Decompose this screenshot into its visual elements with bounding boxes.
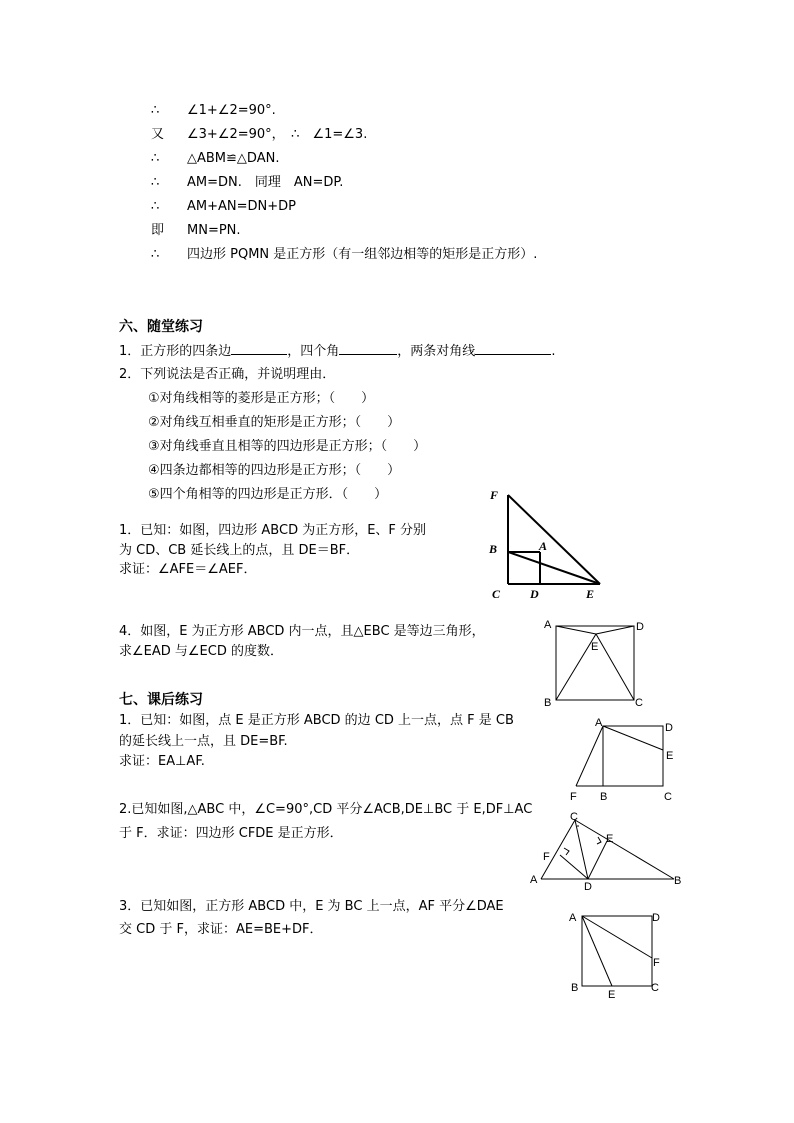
point-label-E: E <box>586 587 595 601</box>
point-label-E: E <box>608 989 616 1001</box>
point-label-D: D <box>530 587 539 601</box>
question-text: ，两条对角线 <box>397 344 476 359</box>
point-label-B: B <box>674 875 682 887</box>
point-label-A: A <box>595 717 603 729</box>
homework-1-line: 的延长线上一点，且 DE=BF. <box>119 734 288 749</box>
point-label-A: A <box>544 619 552 631</box>
proof-line: △ABM≌△DAN. <box>187 151 280 166</box>
proof-line: AM+AN=DN+DP <box>187 199 296 214</box>
section-heading-practice: 六、随堂练习 <box>119 319 203 335</box>
point-label-C: C <box>492 587 501 601</box>
point-label-C: C <box>664 791 672 803</box>
proof-line: 四边形 PQMN 是正方形（有一组邻边相等的矩形是正方形）. <box>187 247 538 262</box>
point-label-B: B <box>544 697 552 709</box>
answer-blank[interactable] <box>475 343 551 355</box>
point-label-C: C <box>651 982 659 994</box>
question-4-line: 4．如图，E 为正方形 ABCD 内一点，且△EBC 是等边三角形， <box>119 624 485 639</box>
homework-1-line: 1．已知：如图，点 E 是正方形 ABCD 的边 CD 上一点，点 F 是 CB <box>119 713 514 728</box>
point-label-B: B <box>489 542 498 556</box>
question-3-line: 1．已知：如图，四边形 ABCD 为正方形，E、F 分别 <box>119 523 427 538</box>
judgement-item: ③对角线垂直且相等的四边形是正方形；（ ） <box>148 439 427 454</box>
question-text: 1．正方形的四条边 <box>119 344 232 359</box>
point-label-E: E <box>666 750 674 762</box>
question-2: 2．下列说法是否正确，并说明理由． <box>119 367 336 382</box>
point-label-D: D <box>584 881 592 893</box>
point-label-D: D <box>652 912 660 924</box>
homework-1-line: 求证：EA⊥AF. <box>119 754 205 769</box>
figure-right-triangle-square <box>527 808 692 892</box>
point-label-E: E <box>591 641 599 653</box>
point-label-F: F <box>570 791 577 803</box>
question-4-line: 求∠EAD 与∠ECD 的度数． <box>119 644 283 659</box>
question-text: ，四个角 <box>287 344 340 359</box>
point-label-C: C <box>635 697 643 709</box>
judgement-item: ④四条边都相等的四边形是正方形；（ ） <box>148 463 401 478</box>
homework-2-line: 于 F．求证：四边形 CFDE 是正方形． <box>119 826 343 841</box>
question-text: . <box>551 344 556 359</box>
figure-square-triangle <box>480 485 610 603</box>
point-label-D: D <box>665 722 673 734</box>
proof-line: ∠3+∠2=90°， ∴ ∠1=∠3. <box>187 127 368 142</box>
point-label-B: B <box>600 791 608 803</box>
proof-symbol: ∴ <box>151 151 160 166</box>
question-1 <box>119 343 555 360</box>
section-heading-homework: 七、课后练习 <box>119 692 203 708</box>
point-label-D: D <box>636 621 644 633</box>
proof-line: AM=DN. 同理 AN=DP. <box>187 175 344 190</box>
point-label-E: E <box>606 833 614 845</box>
point-label-A: A <box>539 539 548 553</box>
point-label-A: A <box>569 912 577 924</box>
figure-square-bisector <box>562 906 672 1004</box>
proof-symbol: 又 <box>151 127 165 142</box>
homework-2-line: 2.已知如图,△ABC 中，∠C=90°,CD 平分∠ACB,DE⊥BC 于 E,DF⊥AC <box>119 802 533 817</box>
proof-symbol: ∴ <box>151 199 160 214</box>
proof-line: MN=PN. <box>187 223 241 238</box>
question-3-line: 求证：∠AFE＝∠AEF． <box>119 562 257 577</box>
point-label-A: A <box>530 874 538 886</box>
point-label-B: B <box>571 982 579 994</box>
judgement-item: ⑤四个角相等的四边形是正方形．（ ） <box>148 487 388 502</box>
figure-square-extension <box>562 712 682 804</box>
proof-symbol: 即 <box>151 223 165 238</box>
proof-symbol: ∴ <box>151 175 160 190</box>
figure-square-equilateral <box>540 616 660 708</box>
judgement-item: ②对角线互相垂直的矩形是正方形；（ ） <box>148 415 401 430</box>
judgement-item: ①对角线相等的菱形是正方形；（ ） <box>148 391 375 406</box>
point-label-C: C <box>570 811 578 823</box>
proof-symbol: ∴ <box>151 103 160 118</box>
point-label-F: F <box>543 851 550 863</box>
homework-3-line: 交 CD 于 F，求证：AE=BE+DF． <box>119 922 323 937</box>
point-label-F: F <box>653 957 660 969</box>
proof-line: ∠1+∠2=90°. <box>187 103 276 118</box>
homework-3-line: 3．已知如图，正方形 ABCD 中，E 为 BC 上一点，AF 平分∠DAE <box>119 899 504 914</box>
answer-blank[interactable] <box>339 343 397 355</box>
proof-symbol: ∴ <box>151 247 160 262</box>
question-3-line: 为 CD、CB 延长线上的点，且 DE＝BF． <box>119 543 360 558</box>
point-label-F: F <box>490 488 499 502</box>
answer-blank[interactable] <box>231 343 287 355</box>
